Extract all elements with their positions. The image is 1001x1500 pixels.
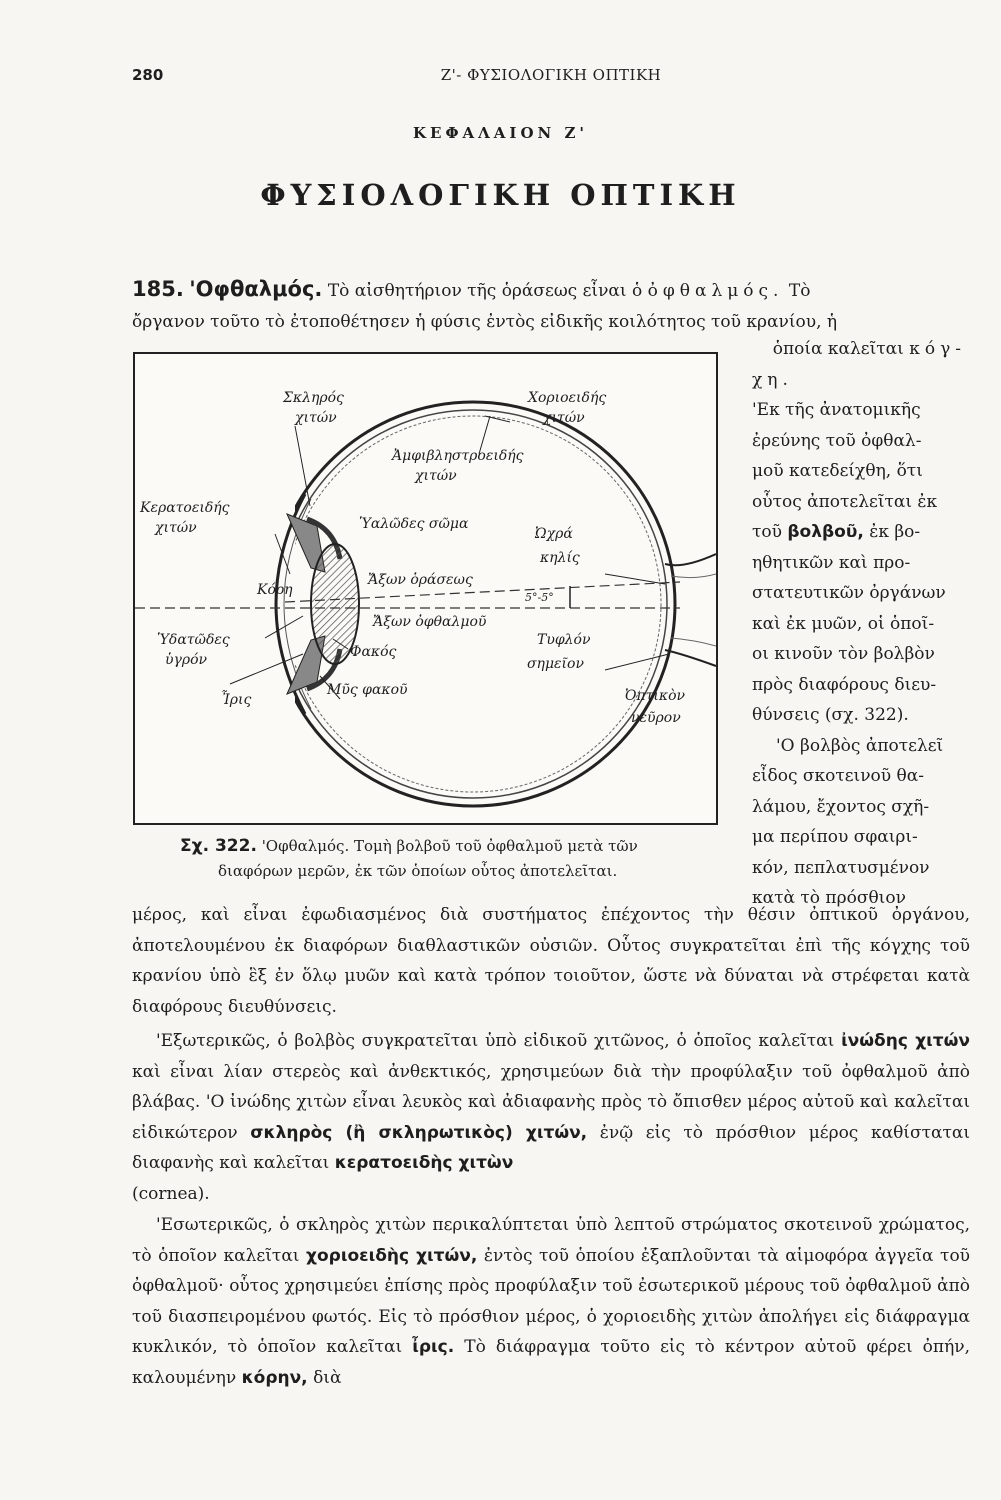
term-iris: ἶρις. xyxy=(412,1337,455,1357)
running-title: Ζ'- ΦΥΣΙΟΛΟΓΙΚΗ ΟΠΤΙΚΗ xyxy=(440,66,662,84)
label-angle: 5°-5° xyxy=(525,591,554,604)
side-line: τοῦ βολβοῦ, ἐκ βο- xyxy=(752,522,921,542)
intro-text-spaced: ὀφθαλμός. xyxy=(647,281,784,301)
side-line: ηθητικῶν καὶ προ- xyxy=(752,552,911,573)
side-column-text xyxy=(752,334,966,914)
label-macula: κηλίς xyxy=(540,550,580,566)
label-retina: χιτών xyxy=(415,468,457,484)
term-fibrous-tunic: ἰνώδης χιτών xyxy=(841,1031,971,1051)
caption-text-1: 'Οφθαλμός. Τομὴ βολβοῦ τοῦ ὀφθαλμοῦ μετὰ τῶν xyxy=(261,837,638,855)
side-line: εἶδος σκοτεινοῦ θα- xyxy=(752,766,924,786)
label-lens: Φακός xyxy=(350,644,397,660)
label-sclera: χιτών xyxy=(295,410,337,426)
page-number: 280 xyxy=(132,66,164,84)
term-cornea: κερατοειδὴς χιτὼν xyxy=(334,1153,514,1173)
eye-cross-section-diagram xyxy=(135,354,716,823)
intro-text-1: Τὸ αἰσθητήριον τῆς ὁράσεως εἶναι ὁ xyxy=(327,281,643,301)
intro-text-2: Τὸ xyxy=(788,281,811,301)
label-choroid: Χοριοειδής xyxy=(528,390,607,406)
side-line: ἐρεύνης τοῦ ὀφθαλ- xyxy=(752,430,922,451)
label-aqueous: Ὑδατῶδες xyxy=(157,632,230,648)
label-optic-nerve: νεῦρον xyxy=(631,710,681,726)
side-line: λάμου, ἔχοντος σχῆ- xyxy=(752,796,930,817)
side-line: καὶ ἐκ μυῶν, οἱ ὁποῖ- xyxy=(752,613,935,634)
caption-text-2: διαφόρων μερῶν, ἐκ τῶν ὁποίων οὗτος ἀποτελεῖται. xyxy=(218,862,618,880)
optic-nerve-upper xyxy=(665,554,716,565)
eye-diagram-figure xyxy=(133,352,718,825)
side-line: χη. xyxy=(752,369,793,390)
label-optic-nerve: Ὀπτικὸν xyxy=(625,688,686,704)
leader-blind-spot xyxy=(605,654,669,670)
intro-line-2: ὄργανον τοῦτο τὸ ἐτοποθέτησεν ἡ φύσις ἐντὸς εἰδικῆς κοιλότητος τοῦ κρανίου, ἡ xyxy=(132,311,838,332)
section-number: 185. xyxy=(132,277,184,301)
side-line: κόν, πεπλατυσμένον xyxy=(752,857,930,878)
chapter-label: ΚΕΦΑΛΑΙΟΝ Ζ' xyxy=(412,124,588,142)
side-line: θύνσεις (σχ. 322). xyxy=(752,705,909,725)
label-visual-axis: Ἄξων ὁράσεως xyxy=(368,572,473,588)
label-aqueous: ὑγρόν xyxy=(165,652,208,668)
label-lens-muscle: Μῦς φακοῦ xyxy=(327,682,408,698)
leader-macula xyxy=(605,574,665,584)
side-line: στατευτικῶν ὀργάνων xyxy=(752,583,946,603)
body-paragraph-1: μέρος, καὶ εἶναι ἐφωδιασμένος διὰ συστήματος ἐπέχοντος τὴν θέσιν ὀπτικοῦ ὀργάνου, ἀποτελουμένου ἐκ διαφόρων διαθλαστικῶν οὐσιῶν. Οὗτος συγκρατεῖται ἐπὶ τῆς κόγχης τοῦ κρανίου ὑπὸ ἓξ ἐν ὅλῳ μυῶν καὶ κατὰ τρόπον τοιοῦτον, ὥστε νὰ δύναται νὰ στρέφεται κατὰ διαφόρους διευθύνσεις. xyxy=(132,905,970,1017)
figure-caption xyxy=(180,834,740,884)
label-macula: Ὠχρά xyxy=(535,526,573,542)
body-paragraph-3: 'Εσωτερικῶς, ὁ σκληρὸς χιτὼν περικαλύπτεται ὑπὸ λεπτοῦ στρώματος σκοτεινοῦ χρώματος, τὸ ὁποῖον καλεῖται χοριοειδὴς χιτών, ἐντὸς τοῦ ὁποίου ἐξαπλοῦνται τὰ αἱμοφόρα ἀγγεῖα τοῦ ὀφθαλμοῦ· οὗτος χρησιμεύει ἐπίσης πρὸς προφύλαξιν τοῦ ἐσωτερικοῦ μέρους τοῦ ὀφθαλμοῦ ἀπὸ τοῦ διασπειρομένου φωτός. Εἰς τὸ πρόσθιον μέρος, ὁ χοριοειδὴς χιτὼν ἀπολήγει εἰς διάφραγμα κυκλικόν, τὸ ὁποῖον καλεῖται ἶρις. Τὸ διάφραγμα τοῦτο εἰς τὸ κέντρον αὐτοῦ φέρει ὀπήν, καλουμένην κόρην, διὰ xyxy=(132,1215,971,1388)
optic-nerve-fiber xyxy=(671,638,716,646)
side-line: κατὰ τὸ πρόσθιον xyxy=(752,888,906,908)
body-paragraph-2: 'Εξωτερικῶς, ὁ βολβὸς συγκρατεῖται ὑπὸ εἰδικοῦ χιτῶνος, ὁ ὁποῖος καλεῖται ἰνώδης χιτών καὶ εἶναι λίαν στερεὸς καὶ ἀνθεκτικός, χρησιμεύων διὰ τὴν προφύλαξιν τοῦ ὀφθαλμοῦ ἀπὸ βλάβας. 'Ο ἰνώδης χιτὼν εἶναι λευκὸς καὶ ἀδιαφανὴς πρὸς τὸ ὄπισθεν μέρος αὐτοῦ καὶ καλεῖται εἰδικώτερον σκληρὸς (ἢ σκληρωτικὸς) χιτών, ἐνῷ εἰς τὸ πρόσθιον μέρος καθίσταται διαφανὴς καὶ καλεῖται κερατοειδὴς χιτὼν (cornea). xyxy=(132,1031,971,1204)
side-line: οι κινοῦν τὸν βολβὸν xyxy=(752,644,935,664)
label-choroid: χιτών xyxy=(543,410,585,426)
optic-nerve-fiber xyxy=(671,574,716,578)
section-title: 'Οφθαλμός. xyxy=(189,277,323,301)
label-optic-axis: Ἄξων ὀφθαλμοῦ xyxy=(373,614,487,630)
side-line: πρὸς διαφόρους διευ- xyxy=(752,674,937,695)
side-line: μα περίπου σφαιρι- xyxy=(752,827,918,847)
label-retina: Ἀμφιβληστροειδής xyxy=(392,448,524,464)
chapter-title: ΦΥΣΙΟΛΟΓΙΚΗ ΟΠΤΙΚΗ xyxy=(260,178,741,212)
page-header xyxy=(132,66,970,90)
figure-number: Σχ. 322. xyxy=(180,836,257,856)
label-blind-spot: Τυφλόν xyxy=(537,632,591,648)
section-intro xyxy=(132,274,970,337)
side-line: 'Ο βολβὸς ἀποτελεῖ xyxy=(776,735,944,756)
label-iris: Ἶρις xyxy=(221,692,252,708)
term-pupil: κόρην, xyxy=(241,1367,308,1388)
term-sclera: σκληρὸς (ἢ σκληρωτικὸς) χιτών, xyxy=(250,1122,588,1143)
optic-nerve-lower xyxy=(665,650,716,666)
label-blind-spot: σημεῖον xyxy=(527,656,584,672)
side-line: ὁποία καλεῖται κόγ- xyxy=(772,339,966,359)
label-pupil: Κόρη xyxy=(257,582,293,598)
label-sclera: Σκληρός xyxy=(283,390,344,406)
term-choroid: χοριοειδὴς χιτών, xyxy=(306,1245,478,1266)
side-line: οὗτος ἀποτελεῖται ἐκ xyxy=(752,491,938,512)
label-vitreous: Ὑαλῶδες σῶμα xyxy=(359,516,469,532)
side-line: μοῦ κατεδείχθη, ὅτι xyxy=(752,461,923,481)
label-cornea: Κερατοειδής xyxy=(140,500,230,516)
label-cornea: χιτών xyxy=(155,520,197,536)
side-line: 'Εκ τῆς ἀνατομικῆς xyxy=(752,400,921,420)
